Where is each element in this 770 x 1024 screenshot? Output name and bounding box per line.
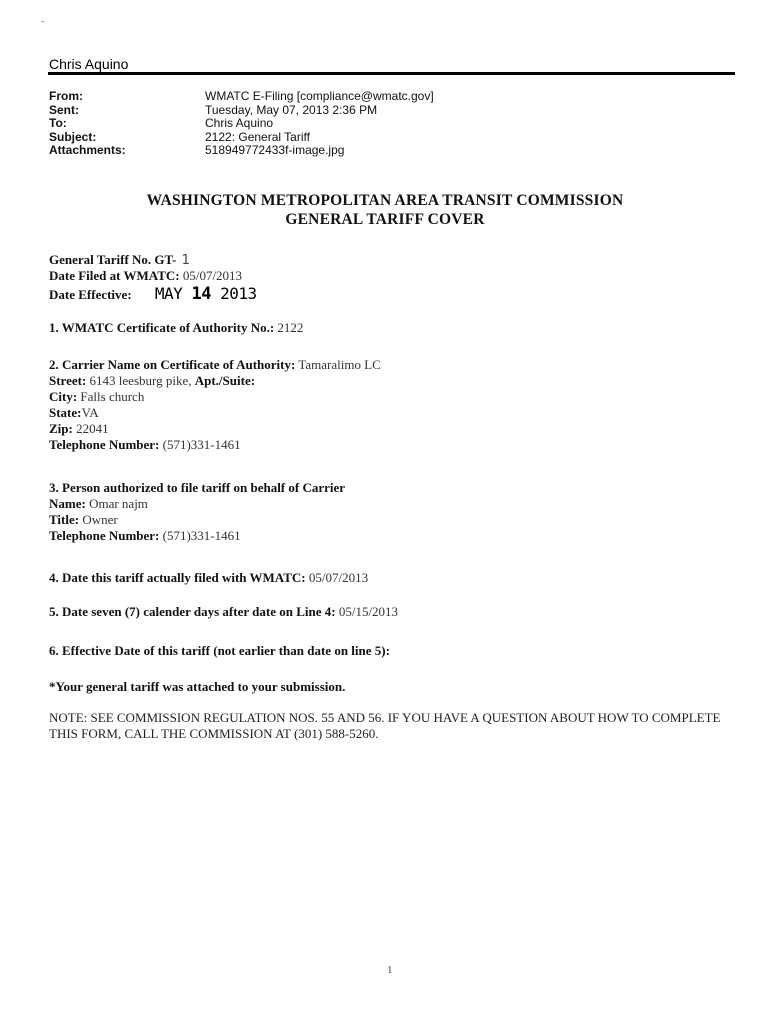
person-name-label: Name: xyxy=(49,496,86,511)
carrier-phone-label: Telephone Number: xyxy=(49,437,160,452)
person-title-value: Owner xyxy=(82,512,118,527)
form-title: WASHINGTON METROPOLITAN AREA TRANSIT COMMISSION xyxy=(146,192,624,209)
city-line xyxy=(49,389,729,405)
section-2 xyxy=(49,357,729,453)
person-phone-value: (571)331-1461 xyxy=(162,528,241,543)
s3-label: 3. Person authorized to file tariff on behalf of Carrier xyxy=(49,480,346,495)
sender-name: Chris Aquino xyxy=(49,56,129,72)
attachments-row xyxy=(49,144,649,158)
street-value: 6143 leesburg pike, xyxy=(89,373,192,388)
header-rule xyxy=(48,72,735,75)
date-filed-label: Date Filed at WMATC: xyxy=(49,268,180,283)
carrier-phone-line xyxy=(49,437,729,453)
date-effective-label: Date Effective: xyxy=(49,287,132,302)
section-1 xyxy=(49,320,729,336)
street-line xyxy=(49,373,729,389)
email-header xyxy=(49,90,649,158)
stamp-year: 2013 xyxy=(220,284,257,303)
state-label: State: xyxy=(49,405,82,420)
attached-note-text: *Your general tariff was attached to your submission. xyxy=(49,679,346,694)
subject-row xyxy=(49,131,649,145)
state-value: VA xyxy=(81,405,99,420)
form-subtitle: GENERAL TARIFF COVER xyxy=(285,211,485,228)
s2-value: Tamaralimo LC xyxy=(298,357,381,372)
section-6 xyxy=(49,643,729,659)
street-label: Street: xyxy=(49,373,87,388)
tariff-no-value: 1 xyxy=(181,253,190,268)
person-phone-line xyxy=(49,528,729,544)
stamp-month: MAY xyxy=(154,284,183,303)
section-4 xyxy=(49,570,729,586)
sent-label: Sent: xyxy=(49,102,79,117)
attachments-value: 518949772433f-image.jpg xyxy=(205,143,345,157)
person-heading-line xyxy=(49,480,729,496)
s6-label: 6. Effective Date of this tariff (not earlier than date on line 5): xyxy=(49,643,390,658)
person-title-line xyxy=(49,512,729,528)
section-5 xyxy=(49,604,729,620)
subject-value: 2122: General Tariff xyxy=(205,129,310,144)
to-label: To: xyxy=(49,116,67,130)
scan-mark: - xyxy=(41,17,45,27)
tariff-no-line xyxy=(49,252,729,268)
carrier-phone-value: (571)331-1461 xyxy=(162,437,241,452)
sent-row xyxy=(49,104,649,118)
s1-label: 1. WMATC Certificate of Authority No.: xyxy=(49,320,275,335)
zip-line xyxy=(49,421,729,437)
person-name-value: Omar najm xyxy=(89,496,148,511)
to-value: Chris Aquino xyxy=(205,116,274,130)
tariff-info xyxy=(49,252,729,304)
s4-value: 05/07/2013 xyxy=(308,570,369,585)
s1-value: 2122 xyxy=(277,320,304,335)
s2-label: 2. Carrier Name on Certificate of Authority: xyxy=(49,357,296,372)
attached-note xyxy=(49,679,729,695)
date-stamp xyxy=(155,284,257,303)
subject-label: Subject: xyxy=(49,129,97,144)
city-value: Falls church xyxy=(80,389,145,404)
zip-label: Zip: xyxy=(49,421,73,436)
from-value: WMATC E-Filing [compliance@wmatc.gov] xyxy=(205,89,434,103)
date-effective-line xyxy=(49,284,729,304)
s5-value: 05/15/2013 xyxy=(338,604,399,619)
s5-label: 5. Date seven (7) calender days after date on Line 4: xyxy=(49,604,336,619)
from-label: From: xyxy=(49,89,83,103)
tariff-no-label: General Tariff No. GT- xyxy=(49,252,177,267)
section-3 xyxy=(49,480,729,544)
attachments-label: Attachments: xyxy=(49,143,126,157)
city-label: City: xyxy=(49,389,78,404)
page-number: 1 xyxy=(387,964,393,976)
commission-note: NOTE: SEE COMMISSION REGULATION NOS. 55 AND 56. IF YOU HAVE A QUESTION ABOUT HOW TO COMPLETE THIS FORM, CALL THE COMMISSION AT (301) 588-5260. xyxy=(49,710,721,741)
stamp-day: 14 xyxy=(191,284,211,304)
person-name-line xyxy=(49,496,729,512)
carrier-name-line xyxy=(49,357,729,373)
apt-label: Apt./Suite: xyxy=(194,373,256,388)
to-row xyxy=(49,117,649,131)
person-phone-label: Telephone Number: xyxy=(49,528,160,543)
zip-value: 22041 xyxy=(76,421,109,436)
date-filed-value: 05/07/2013 xyxy=(182,268,243,283)
person-title-label: Title: xyxy=(49,512,80,527)
sent-value: Tuesday, May 07, 2013 2:36 PM xyxy=(205,102,378,117)
state-line xyxy=(49,405,729,421)
from-row xyxy=(49,90,649,104)
s4-label: 4. Date this tariff actually filed with WMATC: xyxy=(49,570,306,585)
date-filed-line xyxy=(49,268,729,284)
